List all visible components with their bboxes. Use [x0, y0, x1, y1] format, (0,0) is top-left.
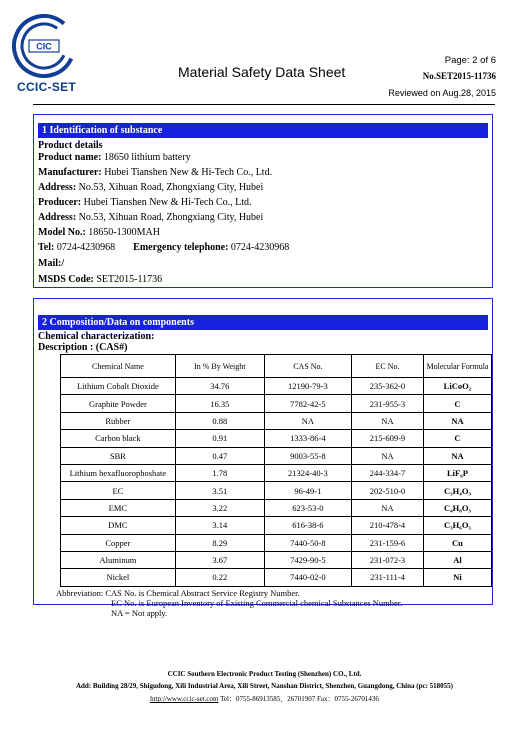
- chemical-name-cell: EC: [61, 482, 176, 499]
- chemical-name-cell: Lithium Cobalt Dioxide: [61, 378, 176, 395]
- product-details-label: Product details: [38, 140, 103, 151]
- chemical-name-cell: Carbon black: [61, 430, 176, 447]
- model-row: Model No.: 18650-1300MAH: [38, 227, 160, 238]
- formula-cell: C₃H₄O₃: [423, 482, 491, 499]
- description-label: Description : (CAS#): [38, 342, 128, 353]
- ec-number-cell: 215-609-9: [352, 430, 424, 447]
- telephone-row: Tel: 0724-4230968 Emergency telephone: 0724-4230968: [38, 242, 290, 253]
- weight-percent-cell: 0.91: [175, 430, 264, 447]
- weight-percent-cell: 3.51: [175, 482, 264, 499]
- section-identification: [33, 114, 493, 288]
- table-row: [61, 551, 492, 568]
- weight-percent-cell: 3.14: [175, 517, 264, 534]
- weight-percent-cell: 0.47: [175, 447, 264, 464]
- logo-inner-text: CIC: [36, 41, 52, 52]
- ec-number-cell: NA: [352, 447, 424, 464]
- column-header: EC No.: [352, 355, 424, 378]
- footer-address: Add: Building 28/29, Shigudong, Xili Industrial Area, Xili Street, Nanshan District, Shenzhen, Guangdong, China (pc: 518055): [75, 682, 454, 690]
- chemical-name-cell: Copper: [61, 534, 176, 551]
- table-header-row: [61, 355, 492, 378]
- chemical-name-cell: Rubber: [61, 412, 176, 429]
- abbreviation-ec: EC No. is European Inventory of Existing Commercial chemical Substances Number.: [111, 598, 403, 608]
- table-row: [61, 378, 492, 395]
- producer-row: Producer: Hubei Tianshen New & Hi-Tech Co., Ltd.: [38, 197, 252, 208]
- chemical-name-cell: Aluminum: [61, 551, 176, 568]
- formula-cell: Ni: [423, 569, 491, 586]
- formula-cell: Al: [423, 551, 491, 568]
- msds-code-row: MSDS Code: SET2015-11736: [38, 274, 163, 285]
- ec-number-cell: 231-111-4: [352, 569, 424, 586]
- table-row: [61, 430, 492, 447]
- formula-cell: Cu: [423, 534, 491, 551]
- cas-number-cell: 7440-50-8: [264, 534, 351, 551]
- section-heading: 1 Identification of substance: [38, 123, 488, 138]
- formula-cell: NA: [423, 412, 491, 429]
- product-name-row: Product name: 18650 lithium battery: [38, 152, 191, 163]
- table-row: [61, 499, 492, 516]
- ec-number-cell: 231-955-3: [352, 395, 424, 412]
- column-header: Chemical Name: [61, 355, 176, 378]
- column-header: Molecular Formula: [423, 355, 491, 378]
- manufacturer-address-row: Address: No.53, Xihuan Road, Zhongxiang City, Hubei: [38, 182, 264, 193]
- manufacturer-row: Manufacturer: Hubei Tianshen New & Hi-Tech Co., Ltd.: [38, 167, 273, 178]
- table-row: [61, 447, 492, 464]
- weight-percent-cell: 3.22: [175, 499, 264, 516]
- review-date: Reviewed on Aug.28, 2015: [388, 88, 496, 98]
- chemical-name-cell: SBR: [61, 447, 176, 464]
- weight-percent-cell: 1.78: [175, 464, 264, 481]
- formula-cell: C₄H₈O₃: [423, 499, 491, 516]
- formula-cell: C: [423, 430, 491, 447]
- page-number: Page: 2 of 6: [444, 55, 496, 66]
- ec-number-cell: 202-510-0: [352, 482, 424, 499]
- abbreviation-cas: Abbreviation: CAS No. is Chemical Abstract Service Registry Number.: [56, 588, 300, 598]
- document-title: Material Safety Data Sheet: [178, 64, 346, 80]
- cas-number-cell: 7782-42-5: [264, 395, 351, 412]
- abbreviation-na: NA = Not apply.: [111, 608, 168, 618]
- table-row: [61, 569, 492, 586]
- section-heading: 2 Composition/Data on components: [38, 315, 488, 330]
- formula-cell: C₃H₆O₃: [423, 517, 491, 534]
- ccic-logo: [12, 14, 76, 78]
- ec-number-cell: NA: [352, 499, 424, 516]
- weight-percent-cell: 16.35: [175, 395, 264, 412]
- header-divider: [33, 104, 495, 105]
- cas-number-cell: 623-53-0: [264, 499, 351, 516]
- ec-number-cell: 210-478-4: [352, 517, 424, 534]
- cas-number-cell: 96-49-1: [264, 482, 351, 499]
- cas-number-cell: 616-38-6: [264, 517, 351, 534]
- chemical-name-cell: DMC: [61, 517, 176, 534]
- ec-number-cell: 244-334-7: [352, 464, 424, 481]
- chemical-name-cell: Nickel: [61, 569, 176, 586]
- footer-contact: http://www.ccic-set.com Tel：0755-86913585，26701907 Fax：0755-26701436: [150, 695, 379, 703]
- cas-number-cell: 7440-02-0: [264, 569, 351, 586]
- ec-number-cell: 231-072-3: [352, 551, 424, 568]
- weight-percent-cell: 3.67: [175, 551, 264, 568]
- section-composition: [33, 298, 493, 618]
- weight-percent-cell: 0.88: [175, 412, 264, 429]
- cas-number-cell: 7429-90-5: [264, 551, 351, 568]
- cas-number-cell: 12190-79-3: [264, 378, 351, 395]
- document-number: No.SET2015-11736: [422, 71, 496, 81]
- formula-cell: LiF₆P: [423, 464, 491, 481]
- column-header: In % By Weight: [175, 355, 264, 378]
- mail-row: Mail:/: [38, 258, 65, 269]
- formula-cell: C: [423, 395, 491, 412]
- cas-number-cell: 21324-40-3: [264, 464, 351, 481]
- chemical-name-cell: EMC: [61, 499, 176, 516]
- formula-cell: NA: [423, 447, 491, 464]
- table-row: [61, 482, 492, 499]
- table-row: [61, 412, 492, 429]
- producer-address-row: Address: No.53, Xihuan Road, Zhongxiang City, Hubei: [38, 212, 264, 223]
- ec-number-cell: 235-362-0: [352, 378, 424, 395]
- weight-percent-cell: 8.29: [175, 534, 264, 551]
- cas-number-cell: 9003-55-8: [264, 447, 351, 464]
- weight-percent-cell: 34.76: [175, 378, 264, 395]
- footer-company: CCIC Southern Electronic Product Testing (Shenzhen) CO., Ltd.: [167, 670, 362, 678]
- chemical-name-cell: Lithium hexafluorophoshate: [61, 464, 176, 481]
- formula-cell: LiCoO₂: [423, 378, 491, 395]
- chemical-characterization: Chemical characterization:: [38, 331, 155, 342]
- table-row: [61, 534, 492, 551]
- table-row: [61, 395, 492, 412]
- cas-number-cell: 1333-86-4: [264, 430, 351, 447]
- footer-url[interactable]: http://www.ccic-set.com: [150, 695, 219, 703]
- chemical-name-cell: Graphite Powder: [61, 395, 176, 412]
- ec-number-cell: 231-159-6: [352, 534, 424, 551]
- table-row: [61, 517, 492, 534]
- column-header: CAS No.: [264, 355, 351, 378]
- weight-percent-cell: 0.22: [175, 569, 264, 586]
- cas-number-cell: NA: [264, 412, 351, 429]
- ec-number-cell: NA: [352, 412, 424, 429]
- logo-text: CCIC-SET: [17, 80, 77, 94]
- composition-table: [60, 354, 492, 587]
- table-row: [61, 464, 492, 481]
